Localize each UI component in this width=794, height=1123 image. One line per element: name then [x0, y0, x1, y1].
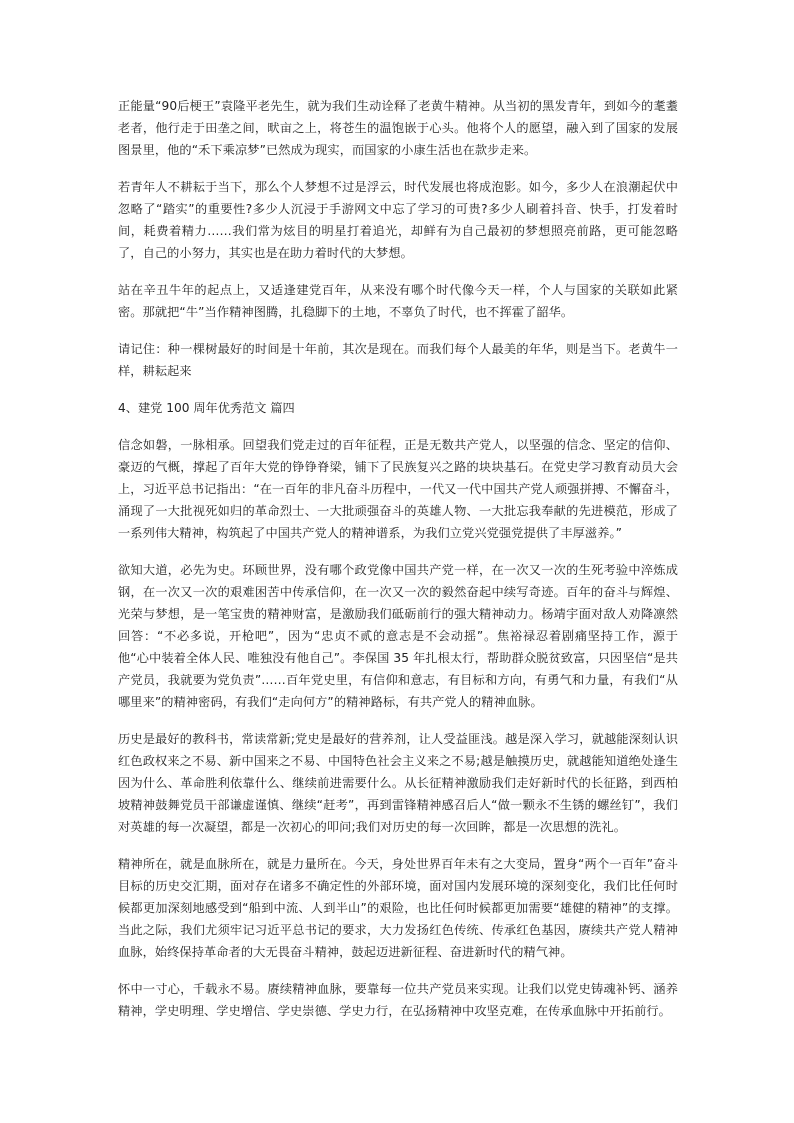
paragraph-textbook: 历史是最好的教科书，常读常新;党史是最好的营养剂，让人受益匪浅。越是深入学习，就越能深刻认识红色政权来之不易、新中国来之不易、中国特色社会主义来之不易;越是触摸历史，就越能知道绝处逢生因为什么、革命胜利依靠什么、继续前进需要什么。从长征精神激励我们走好新时代的长征路，到西柏坡精神鼓舞党员干部谦虚谨慎、继续“赶考”，再到雷锋精神感召后人“做一颗永不生锈的螺丝钉”，我们对英雄的每一次凝望，都是一次初心的叩问;我们对历史的每一次回眸，都是一次思想的洗礼。: [118, 732, 678, 834]
paragraph-youth: 若青年人不耕耘于当下，那么个人梦想不过是浮云，时代发展也将成泡影。如今，多少人在浪潮起伏中忽略了“踏实”的重要性?多少人沉浸于手游网文中忘了学习的可贵?多少人刷着抖音、快手，打发着时间，耗费着精力……我们常为炫目的明星打着追光，却鲜有为自己最初的梦想照亮前路，更可能忽略了，自己的小努力，其实也是在助力着时代的大梦想。: [118, 180, 678, 260]
section-heading: 4、建党 100 周年优秀范文 篇四: [118, 401, 295, 415]
paragraph-history: 欲知大道，必先为史。环顾世界，没有哪个政党像中国共产党一样，在一次又一次的生死考验中淬炼成钢，在一次又一次的艰难困苦中传承信仰，在一次又一次的毅然奋起中续写奇迹。百年的奋斗与辉煌、光荣与梦想，是一笔宝贵的精神财富，是激励我们砥砺前行的强大精神动力。杨靖宇面对敌人劝降凛然回答：“不必多说，开枪吧”，因为“忠贞不贰的意志是不会动摇”。焦裕禄忍着剧痛坚持工作，源于他“心中装着全体人民、唯独没有他自己”。李保国 35 年扎根太行，帮助群众脱贫致富，只因坚信“是共产党员，我就要为党负责”……百年党史里，有信仰和意志，有目标和方向，有勇气和力量，有我们“从哪里来”的精神密码，有我们“走向何方”的精神路标，有共产党人的精神血脉。: [118, 563, 678, 709]
paragraph-remember: 请记住：种一棵树最好的时间是十年前，其次是现在。而我们每个人最美的年华，则是当下。老黄牛一样，耕耘起来: [118, 342, 678, 378]
document-body: [118, 95, 678, 1037]
paragraph-spirit: 精神所在，就是血脉所在，就是力量所在。今天，身处世界百年未有之大变局，置身“两个一百年”奋斗目标的历史交汇期，面对存在诸多不确定性的外部环境，面对国内发展环境的深刻变化，我们比任何时候都更加深刻地感受到“船到中流、人到半山”的艰险，也比任何时候都更加需要“雄健的精神”的支撑。当此之际，我们尤须牢记习近平总书记的要求，大力发扬红色传统、传承红色基因，赓续共产党人精神血脉，始终保持革命者的大无畏奋斗精神，鼓起迈进新征程、奋进新时代的精气神。: [118, 857, 678, 959]
paragraph-heart: 怀中一寸心，千载永不易。赓续精神血脉，要靠每一位共产党员来实现。让我们以党史铸魂补钙、涵养精神，学史明理、学史增信、学史崇德、学史力行，在弘扬精神中攻坚克难，在传承血脉中开拓前行。: [118, 982, 678, 1018]
paragraph-yuan-longping: 正能量“90后梗王”袁隆平老先生，就为我们生动诠释了老黄牛精神。从当初的黑发青年，到如今的耄耋老者，他行走于田垄之间，畎亩之上，将苍生的温饱嵌于心头。他将个人的愿望，融入到了国家的发展图景里，他的“禾下乘凉梦”已然成为现实，而国家的小康生活也在款步走来。: [118, 99, 678, 157]
paragraph-ox-year: 站在辛丑牛年的起点上，又适逢建党百年，从来没有哪个时代像今天一样，个人与国家的关联如此紧密。那就把“牛”当作精神图腾，扎稳脚下的土地，不辜负了时代，也不挥霍了韶华。: [118, 283, 678, 319]
paragraph-faith: 信念如磐，一脉相承。回望我们党走过的百年征程，正是无数共产党人，以坚强的信念、坚定的信仰、豪迈的气概，撑起了百年大党的铮铮脊梁，铺下了民族复兴之路的块块基石。在党史学习教育动员大会上，习近平总书记指出：“在一百年的非凡奋斗历程中，一代又一代中国共产党人顽强拼搏、不懈奋斗，涌现了一大批视死如归的革命烈士、一大批顽强奋斗的英雄人物、一大批忘我奉献的先进模范，形成了一系列伟大精神，构筑起了中国共产党人的精神谱系，为我们立党兴党强党提供了丰厚滋养。”: [118, 438, 678, 540]
